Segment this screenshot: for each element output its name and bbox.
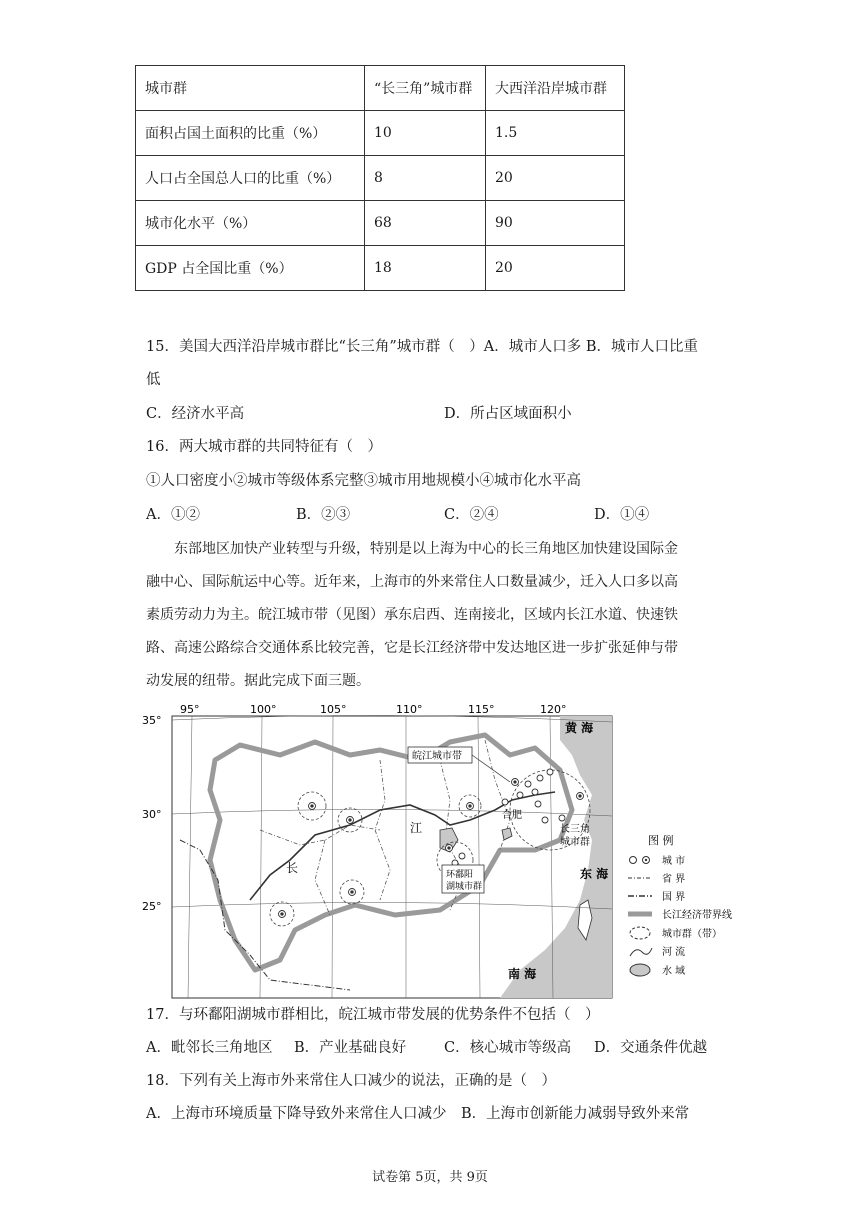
legend-item: 河 流 (662, 947, 686, 958)
legend-item: 城市群（带） (662, 929, 722, 940)
passage-line: 动发展的纽带。据此完成下面三题。 (146, 673, 370, 689)
question-16-option-d: D．①④ (594, 507, 650, 523)
question-17-option-d: D．交通条件优越 (594, 1040, 708, 1056)
legend-item: 城 市 (662, 856, 686, 867)
south-sea-label: 南 海 (508, 967, 537, 981)
lon-label: 100° (250, 703, 277, 716)
question-18-option-line: A．上海市环境质量下降导致外来常住人口减少 B．上海市创新能力减弱导致外来常 (146, 1106, 690, 1122)
comparison-table (135, 65, 625, 291)
yellow-sea-label: 黄 海 (565, 721, 594, 735)
lon-label: 115° (468, 703, 495, 716)
question-15-option-d: D．所占区域面积小 (444, 406, 572, 422)
lon-label: 110° (396, 703, 423, 716)
question-16-option-a: A．①② (146, 507, 200, 523)
table-cell: 城市化水平（%） (136, 201, 365, 246)
table-row (136, 246, 625, 291)
reading-passage (146, 533, 726, 698)
legend-cluster-icon (630, 927, 650, 939)
table-header-cell: 大西洋沿岸城市群 (486, 66, 625, 111)
passage-line: 路、高速公路综合交通体系比较完善，它是长江经济带中发达地区进一步扩张延伸与带 (146, 640, 678, 656)
lon-label: 105° (320, 703, 347, 716)
table-cell: 20 (486, 246, 625, 291)
poyang-label-line2: 湖城市群 (446, 882, 483, 892)
table-cell: 90 (486, 201, 625, 246)
map-svg (140, 700, 732, 1000)
poyang-label-line1: 环鄱阳 (446, 870, 474, 880)
legend-item: 水 域 (662, 966, 686, 977)
table-cell: 20 (486, 156, 625, 201)
legend-water-icon (630, 964, 650, 976)
passage-line: 东部地区加快产业转型与升级，特别是以上海为中心的长三角地区加快建设国际金 (146, 541, 678, 557)
lon-label: 120° (540, 703, 567, 716)
lat-label: 25° (142, 900, 162, 913)
table-cell: GDP 占全国比重（%） (136, 246, 365, 291)
table-cell: 68 (365, 201, 486, 246)
question-15-stem-cont: 低 (146, 372, 161, 388)
table-header-cell: “长三角”城市群 (365, 66, 486, 111)
hefei-label: 合肥 (502, 810, 522, 821)
question-16-stem: 16．两大城市群的共同特征有（ ） (146, 439, 382, 455)
yrd-label-line2: 城市群 (560, 837, 590, 848)
question-16-items: ①人口密度小②城市等级体系完整③城市用地规模小④城市化水平高 (146, 473, 581, 489)
question-17-option-b: B．产业基础良好 (294, 1040, 407, 1056)
table-cell: 1.5 (486, 111, 625, 156)
passage-line: 融中心、国际航运中心等。近年来，上海市的外来常住人口数量减少，迁入人口多以高 (146, 574, 678, 590)
lat-label: 30° (142, 808, 162, 821)
question-17-option-a: A．毗邻长三角地区 (146, 1040, 273, 1056)
page-footer: 试卷第 5页，共 9页 (372, 1170, 488, 1185)
table-cell: 人口占全国总人口的比重（%） (136, 156, 365, 201)
east-sea-label: 东 海 (580, 867, 609, 881)
legend-river-icon (630, 948, 652, 956)
table-row (136, 111, 625, 156)
legend-item: 国 界 (662, 892, 686, 903)
lat-label: 35° (142, 714, 162, 727)
question-15-option-c: C．经济水平高 (146, 406, 245, 422)
table-cell: 8 (365, 156, 486, 201)
lon-label: 95° (180, 703, 200, 716)
table-cell: 10 (365, 111, 486, 156)
legend-city-icon (630, 857, 637, 864)
legend-city-icon (645, 859, 647, 861)
river-label-chang: 长 (286, 861, 299, 875)
table-cell: 18 (365, 246, 486, 291)
question-18-stem: 18．下列有关上海市外来常住人口减少的说法，正确的是（ ） (146, 1073, 556, 1089)
question-16-option-c: C．②④ (444, 507, 499, 523)
table-row (136, 156, 625, 201)
legend-title: 图 例 (648, 834, 674, 847)
legend-item: 长江经济带界线 (662, 910, 732, 921)
table-header-row (136, 66, 625, 111)
question-17-option-c: C．核心城市等级高 (444, 1040, 572, 1056)
table-cell: 面积占国土面积的比重（%） (136, 111, 365, 156)
legend-item: 省 界 (662, 874, 686, 885)
table-header-cell: 城市群 (136, 66, 365, 111)
question-16-option-b: B．②③ (296, 507, 351, 523)
question-15-stem: 15．美国大西洋沿岸城市群比“长三角”城市群（ ）A．城市人口多 B．城市人口比重 (146, 339, 699, 355)
yangtze-economic-belt-map (140, 700, 732, 1000)
map-legend (628, 833, 732, 977)
yrd-label-line1: 长三角 (560, 824, 590, 835)
river-label-jiang: 江 (410, 821, 423, 835)
table-row (136, 201, 625, 246)
wanjiang-label: 皖江城市带 (412, 751, 462, 762)
question-17-stem: 17．与环鄱阳湖城市群相比，皖江城市带发展的优势条件不包括（ ） (146, 1007, 600, 1023)
passage-line: 素质劳动力为主。皖江城市带（见图）承东启西、连南接北，区域内长江水道、快速铁 (146, 607, 678, 623)
